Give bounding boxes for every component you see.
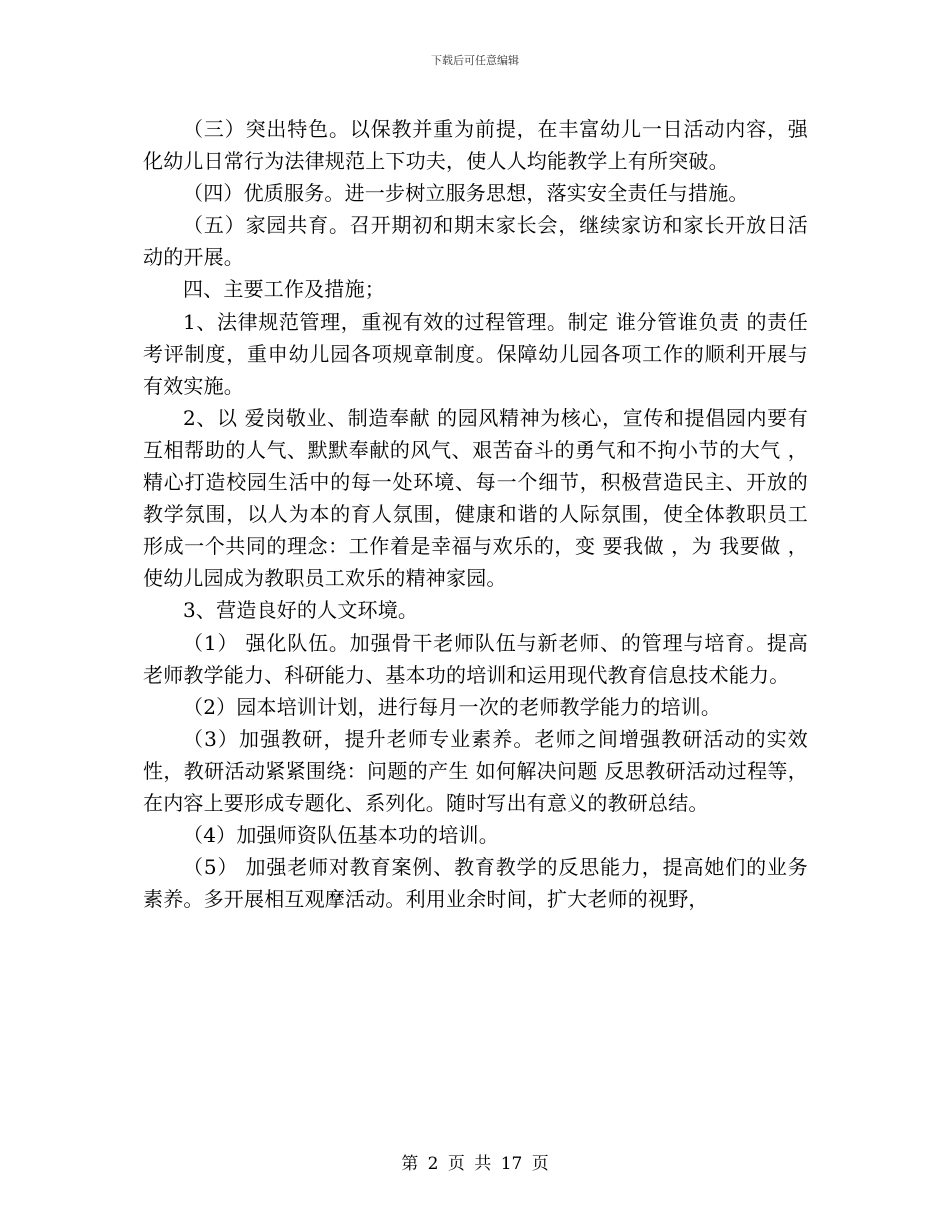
paragraph-6: 2、以 爱岗敬业、制造奉献 的园风精神为核心，宣传和提倡园内要有 互相帮助的人气、默默奉献的风气、艰苦奋斗的勇气和不拘小节的大气 ，精心打造校园生活中的每一处环境、每一个细节，积极营造民主、开放的教学氛围，以人为本的育人氛围，健康和谐的人际氛围，使全体教职员工形成一个共同的理念：工作着是幸福与欢乐的，变 要我做 ，为 我要做 ，使幼儿园成为教职员工欢乐的精神家园。 [143, 405, 808, 591]
section-heading: 四、主要工作及措施； [183, 277, 385, 302]
paragraph-3: （五）家园共育。召开期初和期末家长会，继续家访和家长开放日活动的开展。 [143, 213, 808, 270]
paragraph-12: （5） 加强老师对教育案例、教育教学的反思能力，提高她们的业务素养。多开展相互观摩活动。利用业余时间，扩大老师的视野， [143, 855, 808, 912]
paragraph-9: （2）园本培训计划，进行每月一次的老师教学能力的培训。 [183, 694, 722, 719]
paragraph-7: 3、营造良好的人文环境。 [183, 598, 419, 623]
paragraph-2: （四）优质服务。进一步树立服务思想，落实安全责任与措施。 [183, 181, 749, 206]
document-body [143, 113, 808, 915]
page-header: 下载后可任意编辑 [431, 54, 519, 67]
paragraph-8: （1） 强化队伍。加强骨干老师队伍与新老师、的管理与培育。提高老师教学能力、科研能力、基本功的培训和运用现代教育信息技术能力。 [143, 630, 808, 687]
paragraph-11: （4）加强师资队伍基本功的培训。 [183, 823, 499, 848]
paragraph-10: （3）加强教研，提升老师专业素养。老师之间增强教研活动的实效性，教研活动紧紧围绕：问题的产生 如何解决问题 反思教研活动过程等，在内容上要形成专题化、系列化。随时写出有意义的教研总结。 [143, 726, 808, 815]
page-footer: 第 2 页 共 17 页 [401, 1154, 549, 1174]
paragraph-1: （三）突出特色。以保教并重为前提，在丰富幼儿一日活动内容，强化幼儿日常行为法律规范上下功夫，使人人均能教学上有所突破。 [143, 117, 808, 174]
paragraph-5: 1、法律规范管理，重视有效的过程管理。制定 谁分管谁负责 的责任考评制度，重申幼儿园各项规章制度。保障幼儿园各项工作的顺利开展与有效实施。 [143, 309, 808, 398]
